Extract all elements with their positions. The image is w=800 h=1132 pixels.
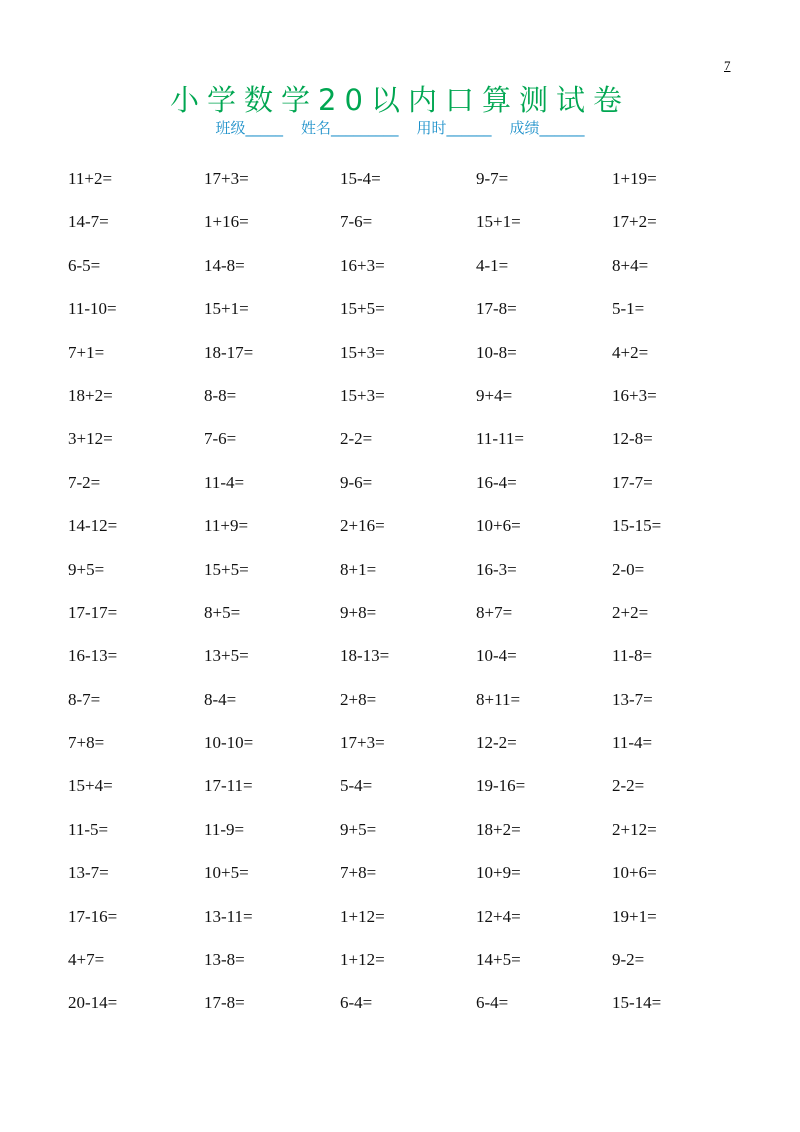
arithmetic-problem: 19+1=	[612, 906, 657, 926]
arithmetic-problem: 10-4=	[476, 646, 517, 666]
arithmetic-problem: 13-8=	[204, 950, 245, 970]
arithmetic-problem: 12+4=	[476, 906, 521, 926]
arithmetic-problem: 13-7=	[68, 863, 109, 883]
info-label: 班级	[215, 119, 246, 137]
arithmetic-problem: 10+9=	[476, 863, 521, 883]
info-label: 成绩	[509, 119, 540, 137]
arithmetic-problem: 15-15=	[612, 516, 662, 536]
arithmetic-problem: 18+2=	[68, 385, 113, 405]
info-blank[interactable]: _____	[245, 119, 283, 137]
page-title: 小学数学20以内口算测试卷	[170, 83, 630, 117]
arithmetic-problem: 1+19=	[612, 169, 657, 188]
arithmetic-problem: 8+7=	[476, 602, 513, 622]
arithmetic-problem: 12-2=	[476, 733, 517, 753]
student-info-row	[0, 117, 800, 138]
name-field	[301, 117, 399, 138]
arithmetic-problem: 18-17=	[204, 342, 254, 362]
arithmetic-problem: 10+6=	[476, 516, 521, 536]
arithmetic-problem: 9+5=	[340, 819, 377, 839]
arithmetic-problem: 8+4=	[612, 255, 649, 275]
time-field	[417, 117, 492, 138]
arithmetic-problem: 17+3=	[340, 733, 385, 753]
arithmetic-problem: 13-7=	[612, 689, 653, 709]
arithmetic-problem: 6-4=	[340, 993, 373, 1013]
arithmetic-problem: 2+16=	[340, 516, 385, 536]
arithmetic-problem: 5-1=	[612, 299, 645, 319]
arithmetic-problem: 5-4=	[340, 776, 373, 796]
arithmetic-problem: 17-8=	[204, 993, 245, 1013]
arithmetic-problem: 16-13=	[68, 646, 118, 666]
arithmetic-problem: 8+5=	[204, 602, 241, 622]
arithmetic-problem: 17-16=	[68, 906, 118, 926]
arithmetic-problem: 7-6=	[204, 429, 237, 449]
arithmetic-problem: 2+12=	[612, 819, 657, 839]
arithmetic-problem: 7-2=	[68, 472, 101, 492]
arithmetic-problem: 19-16=	[476, 776, 526, 796]
arithmetic-problem: 8-8=	[204, 385, 237, 405]
arithmetic-problem: 15-14=	[612, 993, 662, 1013]
arithmetic-problem: 9-6=	[340, 472, 373, 492]
arithmetic-problem: 10-10=	[204, 733, 254, 753]
arithmetic-problem: 20-14=	[68, 993, 118, 1013]
arithmetic-problem: 2-2=	[612, 776, 645, 796]
score-field	[510, 117, 585, 138]
arithmetic-problem: 17-7=	[612, 472, 653, 492]
arithmetic-problem: 10+6=	[612, 863, 657, 883]
arithmetic-problem: 11-10=	[68, 299, 117, 319]
arithmetic-problem: 1+12=	[340, 950, 385, 970]
info-label: 用时	[416, 119, 447, 137]
info-label: 姓名	[300, 119, 331, 137]
arithmetic-problem: 11-11=	[476, 429, 524, 449]
info-blank[interactable]: _________	[331, 119, 399, 137]
arithmetic-problem: 2-2=	[340, 429, 373, 449]
arithmetic-problem: 16+3=	[612, 385, 657, 405]
arithmetic-problem: 11-4=	[204, 472, 245, 492]
arithmetic-problem: 8-7=	[68, 689, 101, 709]
arithmetic-problem: 2-0=	[612, 559, 645, 579]
arithmetic-problem: 4+2=	[612, 342, 649, 362]
arithmetic-problem: 2+2=	[612, 602, 649, 622]
problem-grid	[68, 168, 748, 1036]
arithmetic-problem: 3+12=	[68, 429, 113, 449]
arithmetic-problem: 1+16=	[204, 212, 249, 232]
arithmetic-problem: 15+5=	[340, 299, 385, 319]
arithmetic-problem: 13-11=	[204, 906, 253, 926]
arithmetic-problem: 7+8=	[340, 863, 377, 883]
arithmetic-problem: 11+2=	[68, 169, 113, 188]
arithmetic-problem: 9+4=	[476, 385, 513, 405]
arithmetic-problem: 11-9=	[204, 819, 245, 839]
arithmetic-problem: 15+3=	[340, 342, 385, 362]
arithmetic-problem: 15+5=	[204, 559, 249, 579]
arithmetic-problem: 7-6=	[340, 212, 373, 232]
arithmetic-problem: 13+5=	[204, 646, 249, 666]
page-number: 7	[724, 58, 731, 73]
arithmetic-problem: 14-7=	[68, 212, 109, 232]
arithmetic-problem: 2+8=	[340, 689, 377, 709]
arithmetic-problem: 10+5=	[204, 863, 249, 883]
arithmetic-problem: 11-8=	[612, 646, 653, 666]
arithmetic-problem: 17-8=	[476, 299, 517, 319]
arithmetic-problem: 8+1=	[340, 559, 377, 579]
arithmetic-problem: 14-8=	[204, 255, 245, 275]
arithmetic-problem: 4-1=	[476, 255, 509, 275]
arithmetic-problem: 9-7=	[476, 169, 509, 188]
arithmetic-problem: 8+11=	[476, 689, 521, 709]
arithmetic-problem: 9+5=	[68, 559, 105, 579]
arithmetic-problem: 17+3=	[204, 169, 249, 188]
arithmetic-problem: 15+1=	[204, 299, 249, 319]
arithmetic-problem: 16+3=	[340, 255, 385, 275]
arithmetic-problem: 10-8=	[476, 342, 517, 362]
arithmetic-problem: 9+8=	[340, 602, 377, 622]
arithmetic-problem: 14-12=	[68, 516, 118, 536]
arithmetic-problem: 6-5=	[68, 255, 101, 275]
info-blank[interactable]: ______	[446, 119, 492, 137]
arithmetic-problem: 17+2=	[612, 212, 657, 232]
arithmetic-problem: 7+8=	[68, 733, 105, 753]
arithmetic-problem: 8-4=	[204, 689, 237, 709]
class-field	[215, 117, 283, 138]
arithmetic-problem: 7+1=	[68, 342, 105, 362]
arithmetic-problem: 17-11=	[204, 776, 253, 796]
arithmetic-problem: 11-4=	[612, 733, 653, 753]
arithmetic-problem: 11-5=	[68, 819, 109, 839]
arithmetic-problem: 11+9=	[204, 516, 249, 536]
arithmetic-problem: 12-8=	[612, 429, 653, 449]
arithmetic-problem: 9-2=	[612, 950, 645, 970]
arithmetic-problem: 18-13=	[340, 646, 390, 666]
arithmetic-problem: 17-17=	[68, 602, 118, 622]
arithmetic-problem: 18+2=	[476, 819, 521, 839]
arithmetic-problem: 16-3=	[476, 559, 517, 579]
arithmetic-problem: 1+12=	[340, 906, 385, 926]
arithmetic-problem: 15+3=	[340, 385, 385, 405]
arithmetic-problem: 15+4=	[68, 776, 113, 796]
arithmetic-problem: 16-4=	[476, 472, 517, 492]
arithmetic-problem: 15-4=	[340, 169, 381, 188]
arithmetic-problem: 4+7=	[68, 950, 105, 970]
info-blank[interactable]: ______	[539, 119, 585, 137]
arithmetic-problem: 6-4=	[476, 993, 509, 1013]
arithmetic-problem: 14+5=	[476, 950, 521, 970]
arithmetic-problem: 15+1=	[476, 212, 521, 232]
